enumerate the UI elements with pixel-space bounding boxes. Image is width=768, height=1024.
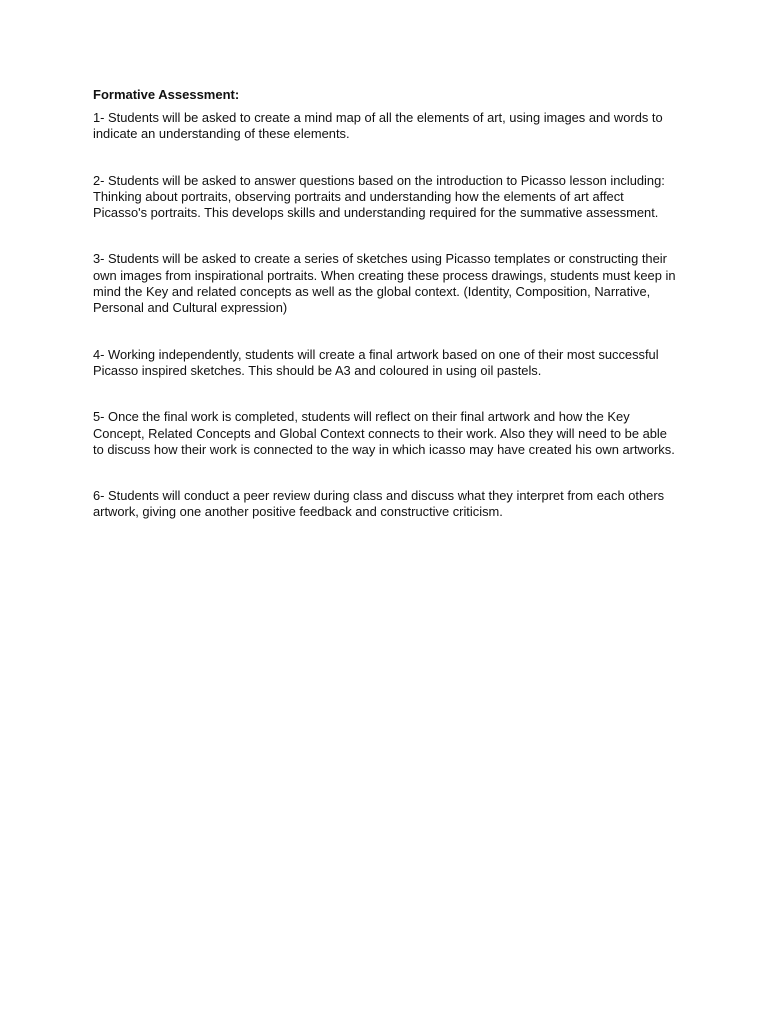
section-heading: Formative Assessment: [93, 87, 240, 102]
assessment-item-5: 5- Once the final work is completed, students will reflect on their final artwork and how the Key Concept, Related Concepts and Global Context connects to their work. Also they will need to be able to discuss how their work is connected to the way in which icasso may have created his own artworks. [93, 409, 675, 457]
assessment-item-2: 2- Students will be asked to answer questions based on the introduction to Picasso lesson including: Thinking about portraits, observing portraits and understanding how the elements of art affect Picasso's portraits. This develops skills and understanding required for the summative assessment. [93, 172, 665, 221]
assessment-item-3: 3- Students will be asked to create a series of sketches using Picasso templates or constructing their own images from inspirational portraits. When creating these process drawings, students must keep in mind the Key and related concepts as well as the global context. (Identity, Composition, Narrative, Personal and Cultural expression) [93, 251, 676, 316]
assessment-item-1: 1- Students will be asked to create a mind map of all the elements of art, using images and words to indicate an understanding of these elements. [93, 110, 663, 142]
assessment-item-6: 6- Students will conduct a peer review during class and discuss what they interpret from each others artwork, giving one another positive feedback and constructive criticism. [93, 488, 665, 520]
assessment-item-4: 4- Working independently, students will create a final artwork based on one of their most successful Picasso inspired sketches. This should be A3 and coloured in using oil pastels. [93, 346, 659, 378]
document-body [93, 87, 678, 521]
